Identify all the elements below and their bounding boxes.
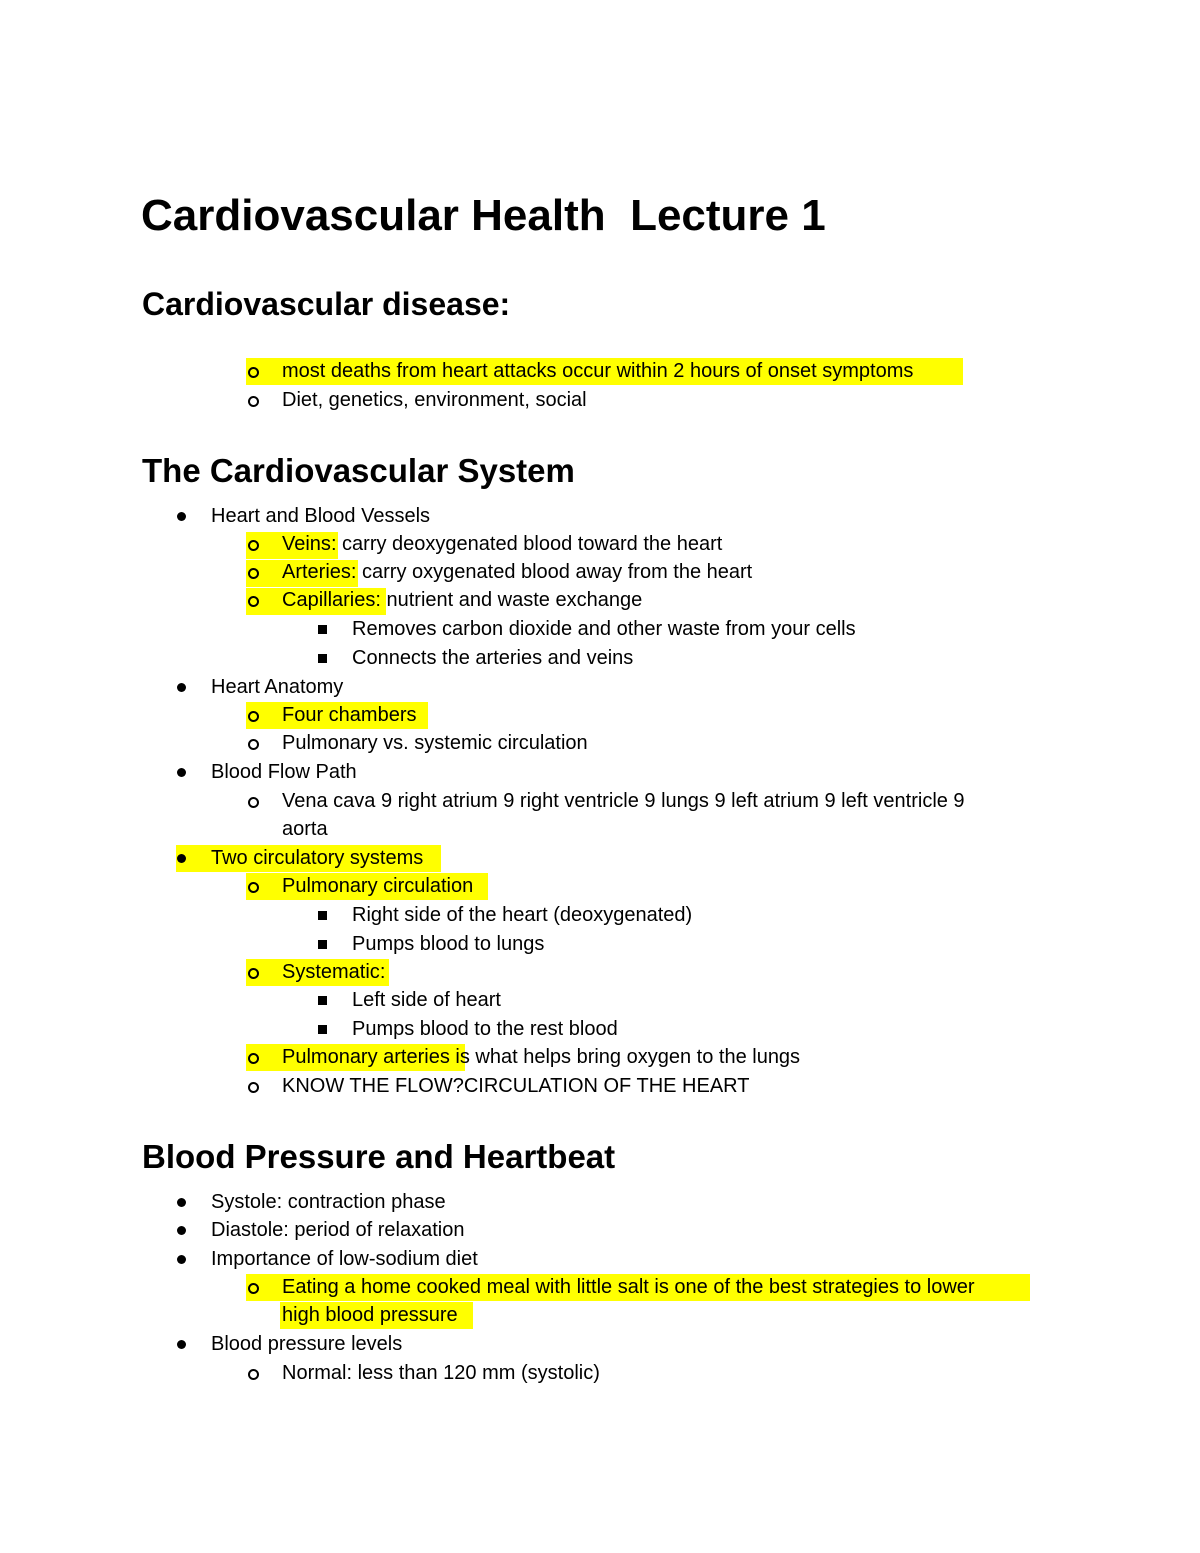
list-item: Systole: contraction phase <box>211 1191 446 1213</box>
hollow-bullet-icon <box>248 882 259 893</box>
hollow-bullet-icon <box>248 396 259 407</box>
list-item: Blood pressure levels <box>211 1333 403 1355</box>
hollow-bullet-icon <box>248 568 259 579</box>
list-item-continuation: high blood pressure <box>282 1304 458 1326</box>
square-bullet-icon <box>318 625 327 634</box>
list-item: Systematic: <box>282 961 386 983</box>
list-item: Vena cava 9 right atrium 9 right ventricle 9 lungs 9 left atrium 9 left ventricle 9 <box>282 790 965 812</box>
list-item: Two circulatory systems <box>211 847 424 869</box>
list-item: Removes carbon dioxide and other waste from your cells <box>352 618 856 640</box>
bullet-icon <box>177 1340 186 1349</box>
bullet-icon <box>177 1198 186 1207</box>
bullet-icon <box>177 768 186 777</box>
hollow-bullet-icon <box>248 1082 259 1093</box>
list-item: Importance of low-sodium diet <box>211 1248 478 1270</box>
square-bullet-icon <box>318 996 327 1005</box>
heading-cardiovascular-disease: Cardiovascular disease: <box>142 286 511 322</box>
hollow-bullet-icon <box>248 1283 259 1294</box>
heading-blood-pressure: Blood Pressure and Heartbeat <box>142 1138 616 1175</box>
list-item: Pulmonary arteries is what helps bring oxygen to the lungs <box>282 1046 801 1068</box>
list-item: Pumps blood to the rest blood <box>352 1018 618 1040</box>
list-item: Capillaries: nutrient and waste exchange <box>282 589 643 611</box>
hollow-bullet-icon <box>248 367 259 378</box>
list-item-continuation: aorta <box>282 818 328 840</box>
list-item: Normal: less than 120 mm (systolic) <box>282 1362 600 1384</box>
list-item: Pumps blood to lungs <box>352 933 545 955</box>
square-bullet-icon <box>318 911 327 920</box>
square-bullet-icon <box>318 940 327 949</box>
square-bullet-icon <box>318 654 327 663</box>
hollow-bullet-icon <box>248 711 259 722</box>
hollow-bullet-icon <box>248 1369 259 1380</box>
bullet-icon <box>177 1226 186 1235</box>
list-item: Eating a home cooked meal with little salt is one of the best strategies to lower <box>282 1276 975 1298</box>
bullet-icon <box>177 854 186 863</box>
list-item: Heart and Blood Vessels <box>211 505 431 527</box>
hollow-bullet-icon <box>248 596 259 607</box>
list-item: Arteries: carry oxygenated blood away from the heart <box>282 561 753 583</box>
hollow-bullet-icon <box>248 968 259 979</box>
list-item: Blood Flow Path <box>211 761 357 783</box>
list-item: KNOW THE FLOW?CIRCULATION OF THE HEART <box>282 1075 750 1097</box>
list-item: Veins: carry deoxygenated blood toward the heart <box>282 533 723 555</box>
hollow-bullet-icon <box>248 540 259 551</box>
heading-cardiovascular-system: The Cardiovascular System <box>142 452 575 489</box>
bullet-icon <box>177 1255 186 1264</box>
page-title: Cardiovascular Health Lecture 1 <box>141 191 826 240</box>
bullet-icon <box>177 512 186 521</box>
list-item: most deaths from heart attacks occur within 2 hours of onset symptoms <box>282 360 914 382</box>
list-item: Diet, genetics, environment, social <box>282 389 587 411</box>
hollow-bullet-icon <box>248 739 259 750</box>
hollow-bullet-icon <box>248 1053 259 1064</box>
list-item: Left side of heart <box>352 989 501 1011</box>
square-bullet-icon <box>318 1025 327 1034</box>
list-item: Pulmonary circulation <box>282 875 474 897</box>
bullet-icon <box>177 683 186 692</box>
hollow-bullet-icon <box>248 797 259 808</box>
list-item: Diastole: period of relaxation <box>211 1219 465 1241</box>
list-item: Four chambers <box>282 704 417 726</box>
list-item: Right side of the heart (deoxygenated) <box>352 904 693 926</box>
list-item: Pulmonary vs. systemic circulation <box>282 732 588 754</box>
list-item: Connects the arteries and veins <box>352 647 634 669</box>
list-item: Heart Anatomy <box>211 676 344 698</box>
